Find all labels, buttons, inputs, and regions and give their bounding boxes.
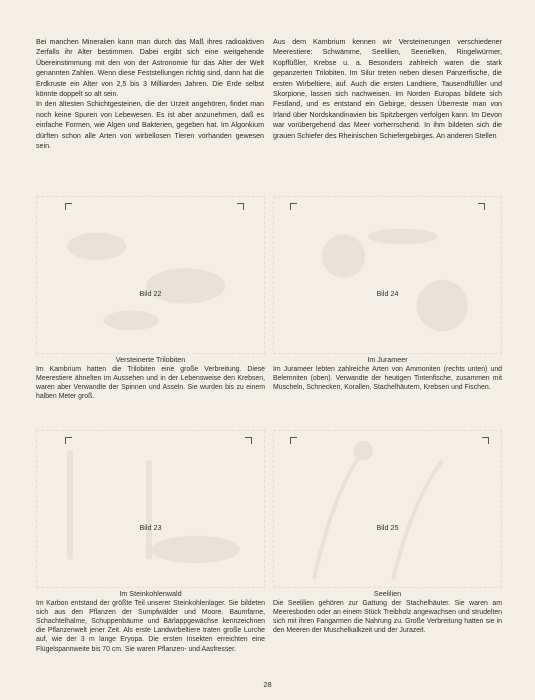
caption-title: Im Jurameer [367,355,408,364]
crop-mark [478,203,485,210]
image-area-bild-24 [273,196,502,354]
crop-mark [65,203,72,210]
figure-label: Bild 22 [139,289,162,298]
paragraph: Bei manchen Mineralien kann man durch das Maß ihres radioaktiven Zerfalls ihr Alter bestimmen. Dabei ergibt sich eine weitgehende Übereinstimmung mit den von der Astronomie für das Alter der Welt genannten Zahlen. Wenn diese Feststellungen richtig sind, dann hat die Erdkruste ein Alter von 2,5 bis 3 Milliarden Jahren. Die Erde selbst könnte doppelt so alt sein. [36,38,264,99]
caption-bild-24 [273,355,502,392]
crop-mark [65,437,72,444]
caption-title: Im Steinkohlenwald [119,589,182,598]
caption-bild-25 [273,589,502,635]
crop-mark [290,437,297,444]
caption-title: Seelilien [373,589,402,598]
left-text-column [36,37,264,151]
paragraph: In den ältesten Schichtgesteinen, die der Urzeit angehören, findet man noch keine Spuren von Lebewesen. Es ist aber anzunehmen, daß es einfache Formen, wie Algen und Bakterien, gegeben hat. Im Algonkium dürften schon alle Arten von wirbellosen Tieren vorhanden gewesen sein. [36,100,264,151]
caption-title: Versteinerte Trilobiten [115,355,186,364]
caption-text: Im Jurameer lebten zahlreiche Arten von Ammoniten (rechts unten) und Belemniten (oben). Verwandte der heutigen Tintenfische, zusammen mit Muscheln, Schnecken, Korallen, Stachelhäutern, Krebsen und Fischen. [273,366,502,392]
crop-mark [237,203,244,210]
crop-mark [482,437,489,444]
image-area-bild-23 [36,430,265,588]
crop-mark [245,437,252,444]
image-area-bild-25 [273,430,502,588]
caption-bild-22 [36,355,265,401]
faint-illustration [274,197,501,353]
faint-illustration [274,431,501,587]
paragraph: Aus dem Kambrium kennen wir Versteinerungen verschiedener Meerestiere: Schwämme, Seelilien, Seenelken, Ringelwürmer, Kopffüßler, Krebse u. a. Besonders zahlreich waren die stark gepanzerten Trilobiten. Im Silur treten neben diesen Panzerfische, die ersten Wirbeltiere, auf. Auch die ersten Landtiere, Tausendfüßler und Skorpione, lassen sich nachweisen. Im Norden Europas bildete sich Festland, und es entstand ein Gebirge, dessen Überreste man von Irland über Nordskandinavien bis Spitzbergen verfolgen kann. Im Devon war vorübergehend das Meer vorherrschend. In ihm bildeten sich die grauen Schiefer des Rheinischen Schiefergebirges. An anderen Stellen [273,38,502,140]
caption-text: Die Seelilien gehören zur Gattung der Stachelhäuter. Sie waren am Meeresboden oder an einem Stück Treibholz angewachsen und strudelten sich mit ihren Fangarmen die Nahrung zu. Große Verbreitung hatten sie in den Meeren der Muschelkalkzeit und der Jurazeit. [273,600,502,635]
image-area-bild-22 [36,196,265,354]
figure-label: Bild 24 [376,289,399,298]
figure-label: Bild 25 [376,523,399,532]
faint-illustration [37,431,264,587]
figure-label: Bild 23 [139,523,162,532]
page-number: 28 [263,680,272,689]
caption-bild-23 [36,589,265,654]
caption-text: Im Kambrium hatten die Trilobiten eine große Verbreitung. Diese Meerestiere ähnelten im Aussehen und in der Lebensweise den Krebsen, waren aber Verwandte der Spinnen und Asseln. Sie wurden bis zu einem halben Meter groß. [36,366,265,401]
caption-text: Im Karbon entstand der größte Teil unserer Steinkohlenlager. Sie bildeten sich aus den Pflanzen der Sumpfwälder und Moore. Baumfarne, Schachtelhalme, Schuppenbäume und Bärlappgewächse kennzeichnen die Pflanzenwelt jener Zeit. Als erste Landwirbeltiere traten große Lurche auf, wie der 3 m lange Eryopa. Die ersten Insekten erreichten eine Flügelspannweite bis 70 cm. Sie waren Pflanzen- und Aasfresser. [36,600,265,653]
right-text-column [273,37,502,141]
crop-mark [290,203,297,210]
faint-illustration [37,197,264,353]
